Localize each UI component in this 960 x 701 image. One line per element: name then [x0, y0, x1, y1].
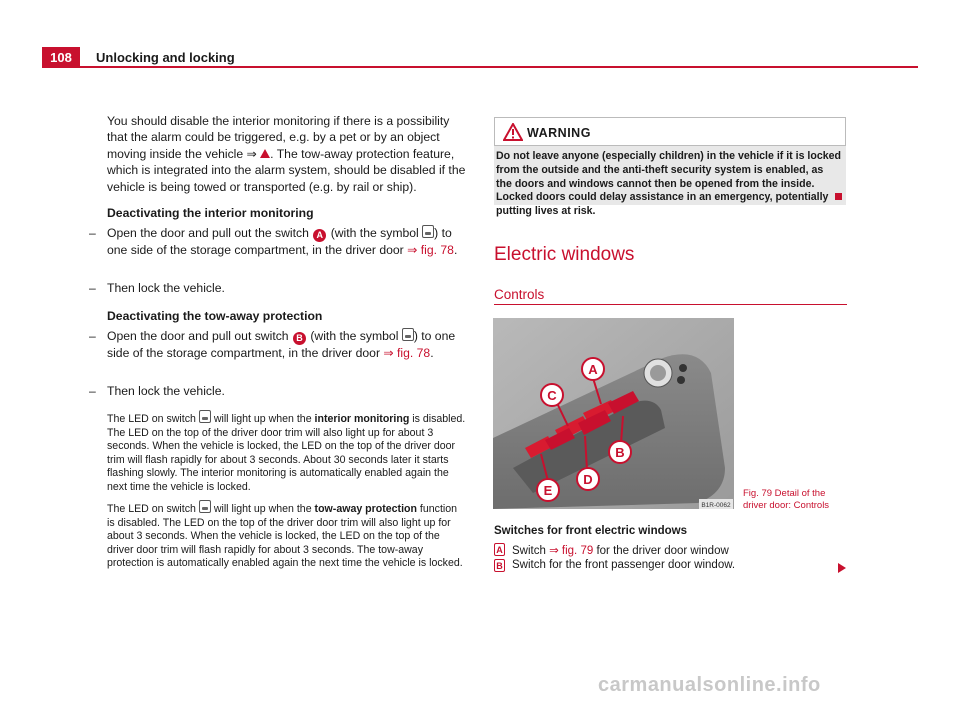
step-3: – Open the door and pull out switch B (with the symbol ) to one side of the storage compartment, in the driver door ⇒ fig. 78. [89, 329, 456, 360]
figure-79-door-controls [493, 318, 734, 509]
mirror-knob-center [650, 365, 666, 381]
tow-away-symbol-icon [402, 328, 414, 341]
heading-tow-away: Deactivating the tow-away protection [107, 309, 323, 323]
note-interior-monitoring: The LED on switch will light up when the interior monitoring is disabled. The LED on the top of the driver door trim will also light up for about 3 seconds. When the vehicle is locked, the LED on the top of the driver door trim will flash rapidly for about 3 seconds. About 30 seconds later it starts flashing slowly. The interior monitoring is automatically enabled again the next time the vehicle is locked. [107, 410, 467, 495]
warning-triangle-icon [260, 149, 270, 158]
label-c: C [547, 388, 557, 403]
step-2: – Then lock the vehicle. [89, 281, 225, 295]
note-tow-away: The LED on switch will light up when the tow-away protection function is disabled. The LED on the top of the driver door trim will also light up for about 3 seconds. When the vehicle is locked, the LED on the top of the driver door trim will flash rapidly for about 3 seconds. The tow-away protection is automatically enabled again the next time the vehicle is locked. [107, 500, 467, 571]
header-rule [42, 66, 918, 68]
step-4: – Then lock the vehicle. [89, 384, 225, 398]
warning-icon [503, 123, 523, 141]
label-e: E [543, 483, 553, 498]
step-1: – Open the door and pull out the switch A (with the symbol ) to one side of the storage compartment, in the driver door ⇒ fig. 78. [89, 226, 458, 257]
figure-caption: Fig. 79 Detail of the driver door: Controls [743, 488, 830, 511]
figure-code: B1R-0062 [701, 502, 731, 509]
list-badge-b: B [494, 559, 505, 572]
page-number: 108 [42, 47, 80, 67]
label-b: B [615, 445, 625, 460]
list-badge-a: A [494, 543, 505, 556]
interior-monitoring-symbol-icon [422, 225, 434, 238]
badge-a: A [313, 229, 326, 242]
warning-text: Do not leave anyone (especially children) in the vehicle if it is locked from the outside and the anti-theft security system is enabled, as the doors and windows cannot then be opened from the inside. Locked doors could delay assistance in an emergency, potentially putting lives at risk. [496, 150, 841, 218]
subsection-rule [494, 304, 847, 305]
intro-paragraph: You should disable the interior monitoring if there is a possibility that the alarm could be triggered, e.g. by a pet or by an object moving inside the vehicle ⇒ . The tow-away protection feature, which is integrated into the alarm system, should be disabled if the vehicle is being towed or transported (e.g. by rail or ship). [107, 114, 466, 194]
fig-ref-79[interactable]: ⇒ fig. 79 [549, 545, 594, 557]
list-title: Switches for front electric windows [494, 525, 687, 537]
fig-ref-78[interactable]: ⇒ fig. 78 [383, 345, 431, 360]
tow-away-symbol-icon [199, 500, 211, 513]
subsection-title: Controls [494, 287, 545, 302]
label-d: D [583, 472, 593, 487]
heading-interior-monitoring: Deactivating the interior monitoring [107, 206, 314, 220]
list-item-a: A Switch ⇒ fig. 79 for the driver door window [494, 543, 834, 557]
warning-title: WARNING [527, 126, 591, 140]
interior-monitoring-symbol-icon [199, 410, 211, 423]
list-item-b: B Switch for the front passenger door window. [494, 559, 834, 571]
watermark: carmanualsonline.info [598, 674, 821, 696]
badge-b: B [293, 332, 306, 345]
end-mark-icon [835, 193, 842, 200]
section-title: Electric windows [494, 244, 635, 265]
continue-arrow-icon [838, 563, 846, 573]
fig-ref-78[interactable]: ⇒ fig. 78 [407, 242, 454, 257]
running-title: Unlocking and locking [96, 50, 235, 65]
label-a: A [588, 362, 598, 377]
